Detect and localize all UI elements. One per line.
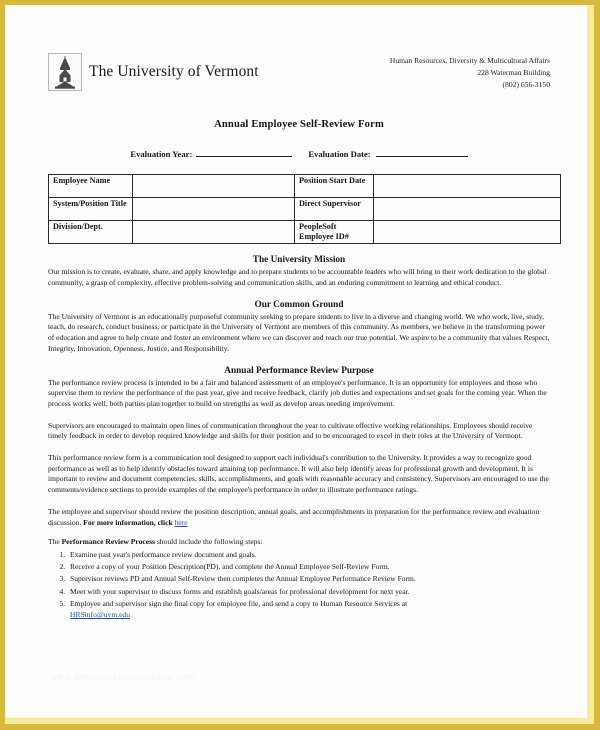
field-direct-supervisor[interactable] bbox=[374, 198, 561, 221]
university-brand bbox=[48, 53, 259, 91]
paragraph-review-purpose-2: Supervisors are encouraged to maintain open lines of communication throughout the year to cultivate effective working relationships. Employees should receive timely feedback in order to develop required knowledge and skills for their position and to be encouraged to excel in their roles at the University of Vermont. bbox=[48, 420, 533, 441]
list-item bbox=[67, 598, 550, 621]
evaluation-year-label: Evaluation Year: bbox=[130, 149, 193, 159]
paragraph-review-purpose-3: This performance review form is a communication tool designed to support each individual's contribution to the University. It provides a way to recognize good performance as well as to help identify obstacles toward attaining top performance. It will also help identify areas for professional growth and development. It is important to review and document competencies, skills, accomplishments, and goals with reasonable accuracy and consistency. Supervisors are encouraged to use the comments/evidence sections to provide examples of the employee's performance in order to illustrate performance ratings. bbox=[48, 453, 549, 495]
employee-info-table bbox=[48, 174, 561, 244]
document-content bbox=[5, 5, 594, 724]
field-peoplesoft-employee-id[interactable] bbox=[374, 221, 561, 244]
label-system-position-title: System/Position Title bbox=[49, 198, 133, 221]
closing-bold-text: For more information, click bbox=[83, 517, 175, 527]
field-employee-name[interactable] bbox=[133, 175, 295, 198]
address-line-1: Human Resources, Diversity & Multicultural Affairs bbox=[389, 56, 550, 65]
bell-tower-icon bbox=[48, 53, 82, 91]
list-item: 4. Meet with your supervisor to discuss forms and establish goals/areas for professional development for next year. bbox=[67, 586, 550, 598]
evaluation-date-label: Evaluation Date: bbox=[308, 149, 371, 159]
process-intro-after: should include the following steps: bbox=[154, 537, 263, 547]
paragraph-university-mission: Our mission is to create, evaluate, share, and apply knowledge and to prepare students to be accountable leaders who will bring to their work dedication to the global community, a grasp of complexity, effective problem-solving and communication skills, and an enduring commitment to learning and ethical conduct. bbox=[48, 267, 547, 288]
section-heading-university-mission: The University Mission bbox=[252, 255, 346, 266]
page-watermark: www.thepositionallitcollege.com bbox=[50, 672, 196, 682]
document-page bbox=[5, 5, 594, 724]
evaluation-year-input[interactable] bbox=[196, 148, 292, 157]
table-row bbox=[49, 175, 561, 198]
list-item: 1. Examine past year's performance review document and goals. bbox=[67, 549, 550, 561]
page-title: Annual Employee Self-Review Form bbox=[214, 119, 384, 130]
label-direct-supervisor: Direct Supervisor bbox=[295, 198, 374, 221]
table-row bbox=[49, 198, 561, 221]
university-name: The University of Vermont bbox=[89, 63, 259, 80]
process-intro-before: The bbox=[48, 537, 62, 547]
paragraph-closing bbox=[48, 507, 550, 528]
label-peoplesoft-employee-id: PeopleSoft Employee ID# bbox=[295, 221, 374, 244]
paragraph-common-ground: The University of Vermont is an educationally purposeful community seeking to prepare students to live in a diverse and changing world. We who work, live, study, teach, do research, conduct business, or participate in the University of Vermont are members of this community. As members, we believe in the transforming power of education and agree to help create and foster an environment where we can discover and reach our true potential. We aspire to be a community that values Respect, Integrity, Innovation, Openness, Justice, and Responsibility. bbox=[48, 311, 550, 353]
process-intro bbox=[48, 537, 550, 548]
evaluation-fields-row bbox=[48, 148, 550, 159]
field-system-position-title[interactable] bbox=[133, 198, 295, 221]
process-steps-list bbox=[48, 549, 550, 621]
closing-text: The employee and supervisor should review the position description, annual goals, and accomplishments in preparation for the performance review and evaluation discussion. bbox=[48, 506, 540, 527]
department-address bbox=[390, 53, 550, 90]
step-5-text: Employee and supervisor sign the final copy for employee file, and send a copy to Human Resource Services at bbox=[70, 598, 408, 608]
document-header bbox=[48, 5, 550, 91]
address-line-2: 228 Waterman Building bbox=[477, 67, 550, 77]
label-employee-name: Employee Name bbox=[49, 175, 133, 198]
list-item: 2. Receive a copy of your Position Description(PD), and complete the Annual Employee Self-Review Form. bbox=[67, 561, 550, 573]
field-position-start-date[interactable] bbox=[374, 175, 561, 198]
address-line-3: (802) 656-3150 bbox=[502, 79, 550, 89]
hr-email-link[interactable]: HRSinfo@uvm.edu bbox=[70, 610, 130, 620]
table-row bbox=[49, 221, 561, 244]
label-position-start-date: Position Start Date bbox=[295, 175, 374, 198]
section-heading-review-purpose: Annual Performance Review Purpose bbox=[224, 365, 374, 376]
label-division-dept: Division/Dept. bbox=[49, 221, 133, 244]
field-division-dept[interactable] bbox=[133, 221, 295, 244]
section-heading-common-ground: Our Common Ground bbox=[254, 299, 344, 310]
paragraph-review-purpose-1: The performance review process is intended to be a fair and balanced assessment of an employee's performance. It is an opportunity for employees and those who supervise them to review the performance of the past year, give and receive feedback, clarify job duties and expectations and set goals for the coming year. When the process works well, both parties plan together to build on strengths as well as develop areas needing improvement. bbox=[48, 377, 547, 408]
evaluation-date-input[interactable] bbox=[376, 148, 468, 157]
list-item: 3. Supervisor reviews PD and Annual Self-Review then completes the Annual Employee Performance Review Form. bbox=[67, 573, 550, 585]
more-information-link[interactable]: here bbox=[174, 517, 188, 527]
process-intro-bold: Performance Review Process bbox=[61, 537, 155, 547]
